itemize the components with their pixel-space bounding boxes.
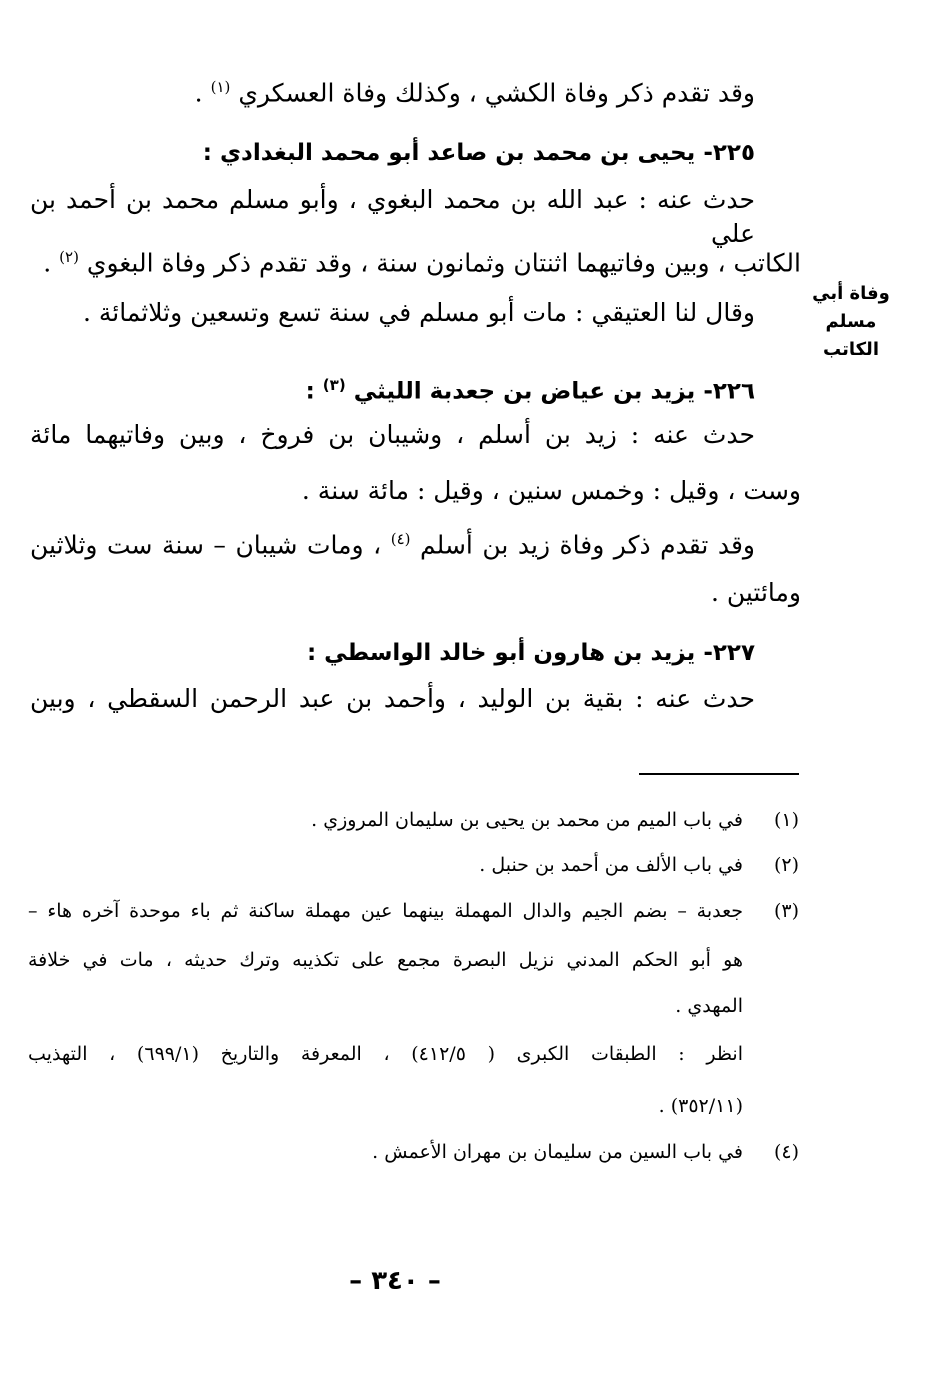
body-line-4 — [43, 240, 801, 280]
footnote-text-4: في باب السين من سليمان بن مهران الأعمش . — [372, 1141, 743, 1163]
body-line-9 — [30, 522, 755, 558]
entry-heading-226 — [306, 368, 755, 409]
footnote-text-3-line-3: المهدي . — [675, 995, 743, 1017]
footnote-text-3-line-5: (٣٥٢/١١) . — [658, 1095, 743, 1117]
footnote-number-2: (٢) — [773, 854, 799, 876]
page-number: – ٣٤٠ – — [349, 1266, 441, 1296]
footnote-text-2: في باب الألف من أحمد بن حنبل . — [479, 854, 743, 876]
body-text: . — [43, 248, 52, 278]
footnote-number-3: (٣) — [773, 900, 799, 922]
body-text: . — [194, 78, 203, 108]
body-line-8: وست ، وقيل : وخمس سنين ، وقيل : مائة سنة . — [301, 476, 801, 505]
body-text: وقد تقدم ذكر وفاة الكشي ، وكذلك وفاة العسكري — [238, 78, 755, 108]
entry-heading-227: ٢٢٧- يزيد بن هارون أبو خالد الواسطي : — [306, 640, 755, 666]
body-text: ، ومات شيبان – سنة ست وثلاثين — [30, 530, 382, 560]
footnote-ref: (٢) — [59, 248, 79, 266]
footnote-text-3-line-2: هو أبو الحكم المدني نزيل البصرة مجمع على تكذيبه وترك حديثه ، مات في خلافة — [28, 949, 743, 971]
margin-note-line-2: مسلم الكاتب — [823, 311, 879, 360]
body-line-5: وقال لنا العتيقي : مات أبو مسلم في سنة تسع وتسعين وثلاثمائة . — [82, 298, 755, 327]
entry-heading-225: ٢٢٥- يحيى بن محمد بن صاعد أبو محمد البغدادي : — [202, 140, 755, 166]
footnote-ref: (٤) — [390, 530, 411, 548]
margin-note — [797, 280, 905, 364]
body-text: الكاتب ، وبين وفاتيهما اثنتان وثمانون سنة ، وقد تقدم ذكر وفاة البغوي — [86, 248, 801, 278]
body-line-7: حدث عنه : زيد بن أسلم ، وشيبان بن فروخ ، وبين وفاتيهما مائة — [30, 420, 755, 449]
body-line-3: حدث عنه : عبد الله بن محمد البغوي ، وأبو مسلم محمد بن أحمد بن علي — [30, 185, 755, 248]
margin-note-line-1: وفاة أبي — [812, 283, 890, 304]
footnote-number-1: (١) — [773, 809, 799, 831]
footnote-ref: (٣) — [322, 376, 346, 394]
footnote-text-1: في باب الميم من محمد بن يحيى بن سليمان المروزي . — [311, 809, 743, 831]
footnote-ref: (١) — [210, 78, 231, 96]
body-line-10: ومائتين . — [710, 578, 801, 607]
heading-text: : — [305, 378, 315, 405]
footnote-separator — [639, 773, 799, 775]
footnote-text-3-line-4: انظر : الطبقات الكبرى ( ٤١٢/٥) ، المعرفة والتاريخ (٦٩٩/١) ، التهذيب — [28, 1043, 743, 1065]
footnote-text-3-line-1: جعدبة – بضم الجيم والدال المهملة بينهما عين مهملة ساكنة ثم باء موحدة آخره هاء – — [28, 900, 743, 922]
body-text: وقد تقدم ذكر وفاة زيد بن أسلم — [420, 530, 756, 560]
body-line-1 — [195, 70, 755, 110]
heading-text: ٢٢٦- يزيد بن عياض بن جعدبة الليثي — [353, 378, 755, 405]
footnote-number-4: (٤) — [773, 1141, 799, 1163]
body-line-12: حدث عنه : بقية بن الوليد ، وأحمد بن عبد الرحمن السقطي ، وبين — [30, 684, 755, 713]
